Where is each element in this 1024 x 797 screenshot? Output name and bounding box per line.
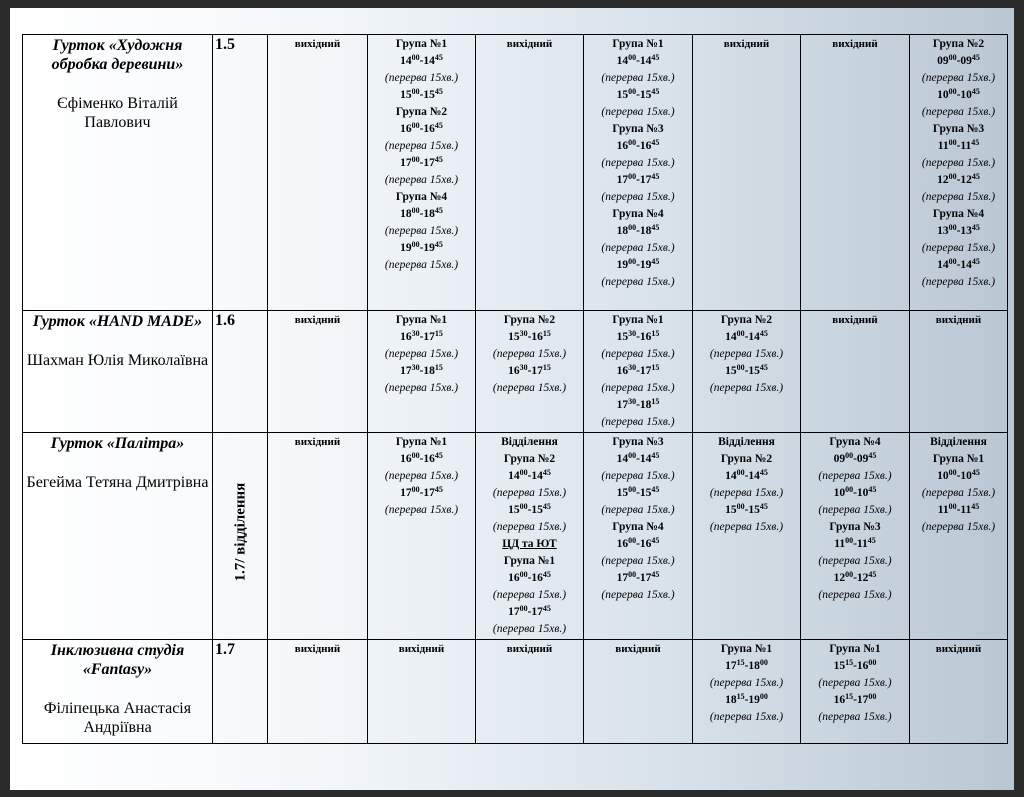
room-code: 1.6 xyxy=(213,311,268,433)
time-range: $10^{00}-10^{45}$ xyxy=(937,468,980,482)
break-note: (перерва 15хв.) xyxy=(492,623,567,635)
time-minutes: 45 xyxy=(434,485,443,494)
break-note: (перерва 15хв.) xyxy=(921,242,996,254)
time-minutes: 45 xyxy=(434,53,443,62)
time-minutes: 00 xyxy=(519,502,528,511)
day-cell xyxy=(801,640,910,744)
time-range: $17^{00}-17^{45}$ xyxy=(400,155,443,169)
time-range: $15^{00}-15^{45}$ xyxy=(400,87,443,101)
teacher-name: Шахман Юлія Миколаївна xyxy=(26,352,209,369)
time-minutes: 00 xyxy=(736,502,745,511)
day-cell xyxy=(476,640,584,744)
time-minutes: 00 xyxy=(736,363,745,372)
group-label: Група №4 xyxy=(829,436,881,448)
time-range: $14^{00}-14^{45}$ xyxy=(616,53,660,67)
time-range: $16^{30}-17^{15}$ xyxy=(400,329,443,343)
group-label: Група №1 xyxy=(612,314,664,326)
time-range: $13^{00}-13^{45}$ xyxy=(937,223,980,237)
break-note: (перерва 15хв.) xyxy=(384,225,459,237)
time-minutes: 45 xyxy=(542,468,551,477)
time-minutes: 30 xyxy=(628,329,637,338)
break-note: (перерва 15хв.) xyxy=(601,470,675,482)
time-range: $16^{30}-17^{15}$ xyxy=(616,363,660,377)
day-cell xyxy=(693,640,801,744)
break-note: (перерва 15хв.) xyxy=(709,677,784,689)
break-note: (перерва 15хв.) xyxy=(492,589,567,601)
time-range: $15^{00}-15^{45}$ xyxy=(508,502,551,516)
day-cell xyxy=(368,433,476,640)
group-label: Відділення xyxy=(718,436,775,448)
time-minutes: 45 xyxy=(542,604,551,613)
time-minutes: 15 xyxy=(736,658,745,667)
room-code: 1.7 xyxy=(213,640,268,744)
time-minutes: 45 xyxy=(542,502,551,511)
time-minutes: 00 xyxy=(759,692,768,701)
break-note: (перерва 15хв.) xyxy=(492,348,567,360)
break-note: (перерва 15хв.) xyxy=(601,276,675,288)
time-minutes: 00 xyxy=(948,138,957,147)
group-label: Група №1 xyxy=(932,453,985,465)
time-range: $11^{00}-11^{45}$ xyxy=(937,502,980,516)
time-minutes: 45 xyxy=(971,138,980,147)
time-range: $15^{30}-16^{15}$ xyxy=(616,329,660,343)
circle-title: Інклюзивна студія «Fantasy» xyxy=(50,642,185,678)
break-note: (перерва 15хв.) xyxy=(921,157,996,169)
time-minutes: 30 xyxy=(411,329,420,338)
time-minutes: 45 xyxy=(434,121,443,130)
break-note: (перерва 15хв.) xyxy=(818,504,892,516)
room-code: 1.5 xyxy=(213,35,268,311)
break-note: (перерва 15хв.) xyxy=(492,487,567,499)
time-minutes: 45 xyxy=(867,536,876,545)
time-minutes: 15 xyxy=(434,329,443,338)
group-label: Група №1 xyxy=(395,38,448,50)
time-minutes: 30 xyxy=(411,363,420,372)
time-range: $17^{00}-17^{45}$ xyxy=(616,172,660,186)
break-note: (перерва 15хв.) xyxy=(601,242,675,254)
time-minutes: 00 xyxy=(948,257,957,266)
break-note: (перерва 15хв.) xyxy=(601,72,675,84)
day-cell xyxy=(801,433,910,640)
time-range: $16^{15}-17^{00}$ xyxy=(833,692,877,706)
break-note: (перерва 15хв.) xyxy=(492,521,567,533)
time-minutes: 45 xyxy=(759,329,768,338)
time-minutes: 00 xyxy=(628,223,637,232)
time-range: $15^{00}-15^{45}$ xyxy=(616,87,660,101)
break-note: (перерва 15хв.) xyxy=(601,555,675,567)
day-off-label: вихідний xyxy=(398,643,445,655)
circle-cell xyxy=(23,640,213,744)
time-minutes: 00 xyxy=(411,240,420,249)
time-minutes: 45 xyxy=(651,257,660,266)
time-minutes: 00 xyxy=(845,536,854,545)
teacher-name: Єфіменко Віталій Павлович xyxy=(57,95,178,131)
day-cell xyxy=(268,433,368,640)
time-minutes: 15 xyxy=(434,363,443,372)
time-minutes: 00 xyxy=(759,658,768,667)
time-range: $14^{00}-14^{45}$ xyxy=(937,257,980,271)
time-minutes: 00 xyxy=(411,155,420,164)
time-minutes: 45 xyxy=(651,172,660,181)
break-note: (перерва 15хв.) xyxy=(921,521,996,533)
day-cell xyxy=(268,311,368,433)
time-range: $17^{00}-17^{45}$ xyxy=(616,570,660,584)
schedule-row xyxy=(23,311,1008,433)
day-off-label: вихідний xyxy=(294,643,341,655)
time-range: $16^{00}-16^{45}$ xyxy=(400,451,443,465)
time-range: $15^{00}-15^{45}$ xyxy=(725,502,768,516)
group-label: Група №3 xyxy=(612,123,664,135)
time-range: $16^{00}-16^{45}$ xyxy=(508,570,551,584)
time-range: $10^{00}-10^{45}$ xyxy=(937,87,980,101)
group-label: Група №3 xyxy=(829,521,881,533)
time-minutes: 00 xyxy=(736,468,745,477)
time-minutes: 00 xyxy=(948,502,957,511)
break-note: (перерва 15хв.) xyxy=(921,106,996,118)
teacher-name: Бегейма Тетяна Дмитрівна xyxy=(26,474,209,491)
time-minutes: 00 xyxy=(736,329,745,338)
group-label: Група №1 xyxy=(612,38,664,50)
day-off-label: вихідний xyxy=(294,314,341,326)
time-minutes: 45 xyxy=(651,87,660,96)
time-minutes: 45 xyxy=(971,172,980,181)
time-minutes: 45 xyxy=(434,87,443,96)
schedule-row xyxy=(23,35,1008,311)
time-minutes: 15 xyxy=(542,329,551,338)
break-note: (перерва 15хв.) xyxy=(384,72,459,84)
schedule-row xyxy=(23,433,1008,640)
time-minutes: 00 xyxy=(628,451,637,460)
time-minutes: 30 xyxy=(628,363,637,372)
time-minutes: 00 xyxy=(845,451,854,460)
break-note: (перерва 15хв.) xyxy=(384,470,459,482)
time-minutes: 00 xyxy=(411,451,420,460)
break-note: (перерва 15хв.) xyxy=(601,504,675,516)
time-range: $18^{15}-19^{00}$ xyxy=(725,692,768,706)
group-label: Група №4 xyxy=(612,208,664,220)
time-range: $16^{30}-17^{15}$ xyxy=(508,363,551,377)
group-label: Група №3 xyxy=(932,123,985,135)
circle-cell xyxy=(23,35,213,311)
time-minutes: 30 xyxy=(628,397,637,406)
time-minutes: 00 xyxy=(948,223,957,232)
day-off-label: вихідний xyxy=(832,38,878,50)
break-note: (перерва 15хв.) xyxy=(709,487,784,499)
time-minutes: 15 xyxy=(651,397,660,406)
day-cell xyxy=(910,640,1008,744)
day-cell xyxy=(476,35,584,311)
time-minutes: 15 xyxy=(542,363,551,372)
time-minutes: 45 xyxy=(971,468,980,477)
break-note: (перерва 15хв.) xyxy=(601,416,675,428)
time-range: $16^{00}-16^{45}$ xyxy=(616,138,660,152)
schedule-table xyxy=(22,34,1008,744)
time-minutes: 00 xyxy=(628,87,637,96)
day-cell xyxy=(368,640,476,744)
time-minutes: 00 xyxy=(628,257,637,266)
break-note: (перерва 15хв.) xyxy=(601,157,675,169)
group-label: Група №2 xyxy=(503,314,556,326)
group-label: Група №2 xyxy=(932,38,985,50)
group-label: Група №4 xyxy=(612,521,664,533)
day-cell xyxy=(268,640,368,744)
break-note: (перерва 15хв.) xyxy=(384,348,459,360)
time-range: $11^{00}-11^{45}$ xyxy=(834,536,876,550)
day-cell xyxy=(368,35,476,311)
teacher-name: Філіпецька Анастасія Андріївна xyxy=(43,700,192,736)
time-range: $17^{00}-17^{45}$ xyxy=(508,604,551,618)
room-code-label: 1.7/ відділення xyxy=(232,482,249,582)
time-minutes: 45 xyxy=(868,451,877,460)
day-off-label: вихідний xyxy=(935,314,982,326)
time-range: $17^{30}-18^{15}$ xyxy=(400,363,443,377)
group-label: Група №1 xyxy=(503,555,556,567)
time-range: $16^{00}-16^{45}$ xyxy=(400,121,443,135)
time-minutes: 45 xyxy=(434,155,443,164)
time-minutes: 45 xyxy=(651,138,660,147)
time-range: $17^{30}-18^{15}$ xyxy=(616,397,660,411)
time-minutes: 00 xyxy=(868,658,877,667)
day-cell xyxy=(476,433,584,640)
room-code xyxy=(213,433,268,640)
time-minutes: 00 xyxy=(628,172,637,181)
day-cell xyxy=(584,640,693,744)
time-minutes: 45 xyxy=(651,53,660,62)
day-off-label: вихідний xyxy=(832,314,878,326)
day-cell xyxy=(910,433,1008,640)
time-range: $15^{15}-16^{00}$ xyxy=(833,658,877,672)
break-note: (перерва 15хв.) xyxy=(601,382,675,394)
time-range: $14^{00}-14^{45}$ xyxy=(725,329,768,343)
break-note: (перерва 15хв.) xyxy=(818,677,892,689)
time-minutes: 00 xyxy=(948,53,957,62)
circle-title: Гурток «Художня обробка деревини» xyxy=(51,37,184,73)
group-label: Група №1 xyxy=(720,643,773,655)
time-range: $11^{00}-11^{45}$ xyxy=(937,138,980,152)
break-note: (перерва 15хв.) xyxy=(818,470,892,482)
time-minutes: 45 xyxy=(759,502,768,511)
time-minutes: 00 xyxy=(948,172,957,181)
time-minutes: 00 xyxy=(628,485,637,494)
day-cell xyxy=(268,35,368,311)
time-minutes: 00 xyxy=(845,570,854,579)
group-label: Група №4 xyxy=(395,191,448,203)
day-cell xyxy=(693,35,801,311)
group-label: Група №1 xyxy=(395,314,448,326)
time-minutes: 45 xyxy=(971,53,980,62)
break-note: (перерва 15хв.) xyxy=(921,72,996,84)
circle-cell xyxy=(23,311,213,433)
time-range: $19^{00}-19^{45}$ xyxy=(400,240,443,254)
time-minutes: 45 xyxy=(868,485,877,494)
time-minutes: 00 xyxy=(411,206,420,215)
time-range: $17^{00}-17^{45}$ xyxy=(400,485,443,499)
day-cell xyxy=(910,35,1008,311)
day-cell xyxy=(368,311,476,433)
time-range: $10^{00}-10^{45}$ xyxy=(833,485,877,499)
group-label: Група №1 xyxy=(395,436,448,448)
time-range: $19^{00}-19^{45}$ xyxy=(616,257,660,271)
time-minutes: 30 xyxy=(519,329,528,338)
day-cell xyxy=(910,311,1008,433)
time-minutes: 45 xyxy=(868,570,877,579)
break-note: (перерва 15хв.) xyxy=(818,589,892,601)
time-range: $18^{00}-18^{45}$ xyxy=(400,206,443,220)
day-cell xyxy=(584,311,693,433)
time-minutes: 45 xyxy=(651,223,660,232)
time-range: $12^{00}-12^{45}$ xyxy=(833,570,877,584)
group-label: Група №4 xyxy=(932,208,985,220)
time-range: $09^{00}-09^{45}$ xyxy=(937,53,980,67)
time-minutes: 45 xyxy=(651,451,660,460)
time-range: $12^{00}-12^{45}$ xyxy=(937,172,980,186)
time-minutes: 45 xyxy=(651,485,660,494)
day-cell xyxy=(476,311,584,433)
schedule-row xyxy=(23,640,1008,744)
break-note: (перерва 15хв.) xyxy=(921,487,996,499)
break-note: (перерва 15хв.) xyxy=(384,140,459,152)
time-minutes: 00 xyxy=(411,53,420,62)
break-note: (перерва 15хв.) xyxy=(818,711,892,723)
time-range: $14^{00}-14^{45}$ xyxy=(508,468,551,482)
time-minutes: 45 xyxy=(651,570,660,579)
time-minutes: 45 xyxy=(759,363,768,372)
time-minutes: 00 xyxy=(628,53,637,62)
time-minutes: 00 xyxy=(519,570,528,579)
time-minutes: 45 xyxy=(971,223,980,232)
group-label: Група №2 xyxy=(395,106,448,118)
day-off-label: вихідний xyxy=(506,38,553,50)
day-off-label: вихідний xyxy=(506,643,553,655)
break-note: (перерва 15хв.) xyxy=(384,259,459,271)
break-note: (перерва 15хв.) xyxy=(709,711,784,723)
break-note: (перерва 15хв.) xyxy=(709,521,784,533)
time-minutes: 00 xyxy=(411,87,420,96)
time-minutes: 45 xyxy=(542,570,551,579)
document-page xyxy=(10,8,1014,790)
day-off-label: вихідний xyxy=(294,38,341,50)
time-minutes: 45 xyxy=(971,257,980,266)
circle-title: Гурток «HAND MADE» xyxy=(32,313,203,330)
time-minutes: 00 xyxy=(628,570,637,579)
break-note: (перерва 15хв.) xyxy=(709,348,784,360)
break-note: (перерва 15хв.) xyxy=(921,276,996,288)
group-label: Група №2 xyxy=(720,453,773,465)
time-minutes: 00 xyxy=(519,604,528,613)
time-minutes: 45 xyxy=(759,468,768,477)
time-minutes: 45 xyxy=(434,451,443,460)
group-label: Відділення xyxy=(930,436,987,448)
day-cell xyxy=(801,35,910,311)
time-minutes: 00 xyxy=(948,87,957,96)
time-minutes: 00 xyxy=(845,485,854,494)
circle-cell xyxy=(23,433,213,640)
time-minutes: 15 xyxy=(845,692,854,701)
group-label: Група №3 xyxy=(612,436,664,448)
time-range: $14^{00}-14^{45}$ xyxy=(400,53,443,67)
time-range: $16^{00}-16^{45}$ xyxy=(616,536,660,550)
time-minutes: 15 xyxy=(651,363,660,372)
break-note: (перерва 15хв.) xyxy=(601,589,675,601)
group-label: Група №2 xyxy=(503,453,556,465)
break-note: (перерва 15хв.) xyxy=(818,555,892,567)
day-cell xyxy=(584,433,693,640)
day-off-label: вихідний xyxy=(935,643,982,655)
group-label: Група №1 xyxy=(829,643,881,655)
time-minutes: 30 xyxy=(519,363,528,372)
break-note: (перерва 15хв.) xyxy=(492,382,567,394)
time-range: $15^{00}-15^{45}$ xyxy=(616,485,660,499)
time-minutes: 00 xyxy=(948,468,957,477)
time-minutes: 15 xyxy=(651,329,660,338)
section-label: ЦД та ЮТ xyxy=(502,538,557,550)
time-minutes: 45 xyxy=(971,502,980,511)
time-range: $15^{00}-15^{45}$ xyxy=(725,363,768,377)
time-minutes: 00 xyxy=(868,692,877,701)
break-note: (перерва 15хв.) xyxy=(601,348,675,360)
day-off-label: вихідний xyxy=(294,436,341,448)
day-cell xyxy=(693,311,801,433)
time-range: $18^{00}-18^{45}$ xyxy=(616,223,660,237)
group-label: Відділення xyxy=(501,436,558,448)
time-minutes: 00 xyxy=(628,536,637,545)
time-minutes: 45 xyxy=(434,240,443,249)
time-minutes: 45 xyxy=(434,206,443,215)
day-cell xyxy=(693,433,801,640)
time-minutes: 45 xyxy=(651,536,660,545)
break-note: (перерва 15хв.) xyxy=(601,191,675,203)
group-label: Група №2 xyxy=(720,314,773,326)
time-minutes: 00 xyxy=(411,485,420,494)
circle-title: Гурток «Палітра» xyxy=(50,435,185,452)
time-minutes: 15 xyxy=(845,658,854,667)
break-note: (перерва 15хв.) xyxy=(921,191,996,203)
time-minutes: 45 xyxy=(971,87,980,96)
break-note: (перерва 15хв.) xyxy=(709,382,784,394)
break-note: (перерва 15хв.) xyxy=(601,106,675,118)
time-range: $14^{00}-14^{45}$ xyxy=(616,451,660,465)
break-note: (перерва 15хв.) xyxy=(384,382,459,394)
break-note: (перерва 15хв.) xyxy=(384,174,459,186)
time-minutes: 00 xyxy=(519,468,528,477)
day-off-label: вихідний xyxy=(615,643,661,655)
time-range: $17^{15}-18^{00}$ xyxy=(725,658,768,672)
time-minutes: 15 xyxy=(736,692,745,701)
break-note: (перерва 15хв.) xyxy=(384,504,459,516)
day-cell xyxy=(584,35,693,311)
time-range: $15^{30}-16^{15}$ xyxy=(508,329,551,343)
time-range: $14^{00}-14^{45}$ xyxy=(725,468,768,482)
time-minutes: 00 xyxy=(628,138,637,147)
time-minutes: 00 xyxy=(411,121,420,130)
day-off-label: вихідний xyxy=(723,38,770,50)
time-range: $09^{00}-09^{45}$ xyxy=(833,451,877,465)
day-cell xyxy=(801,311,910,433)
